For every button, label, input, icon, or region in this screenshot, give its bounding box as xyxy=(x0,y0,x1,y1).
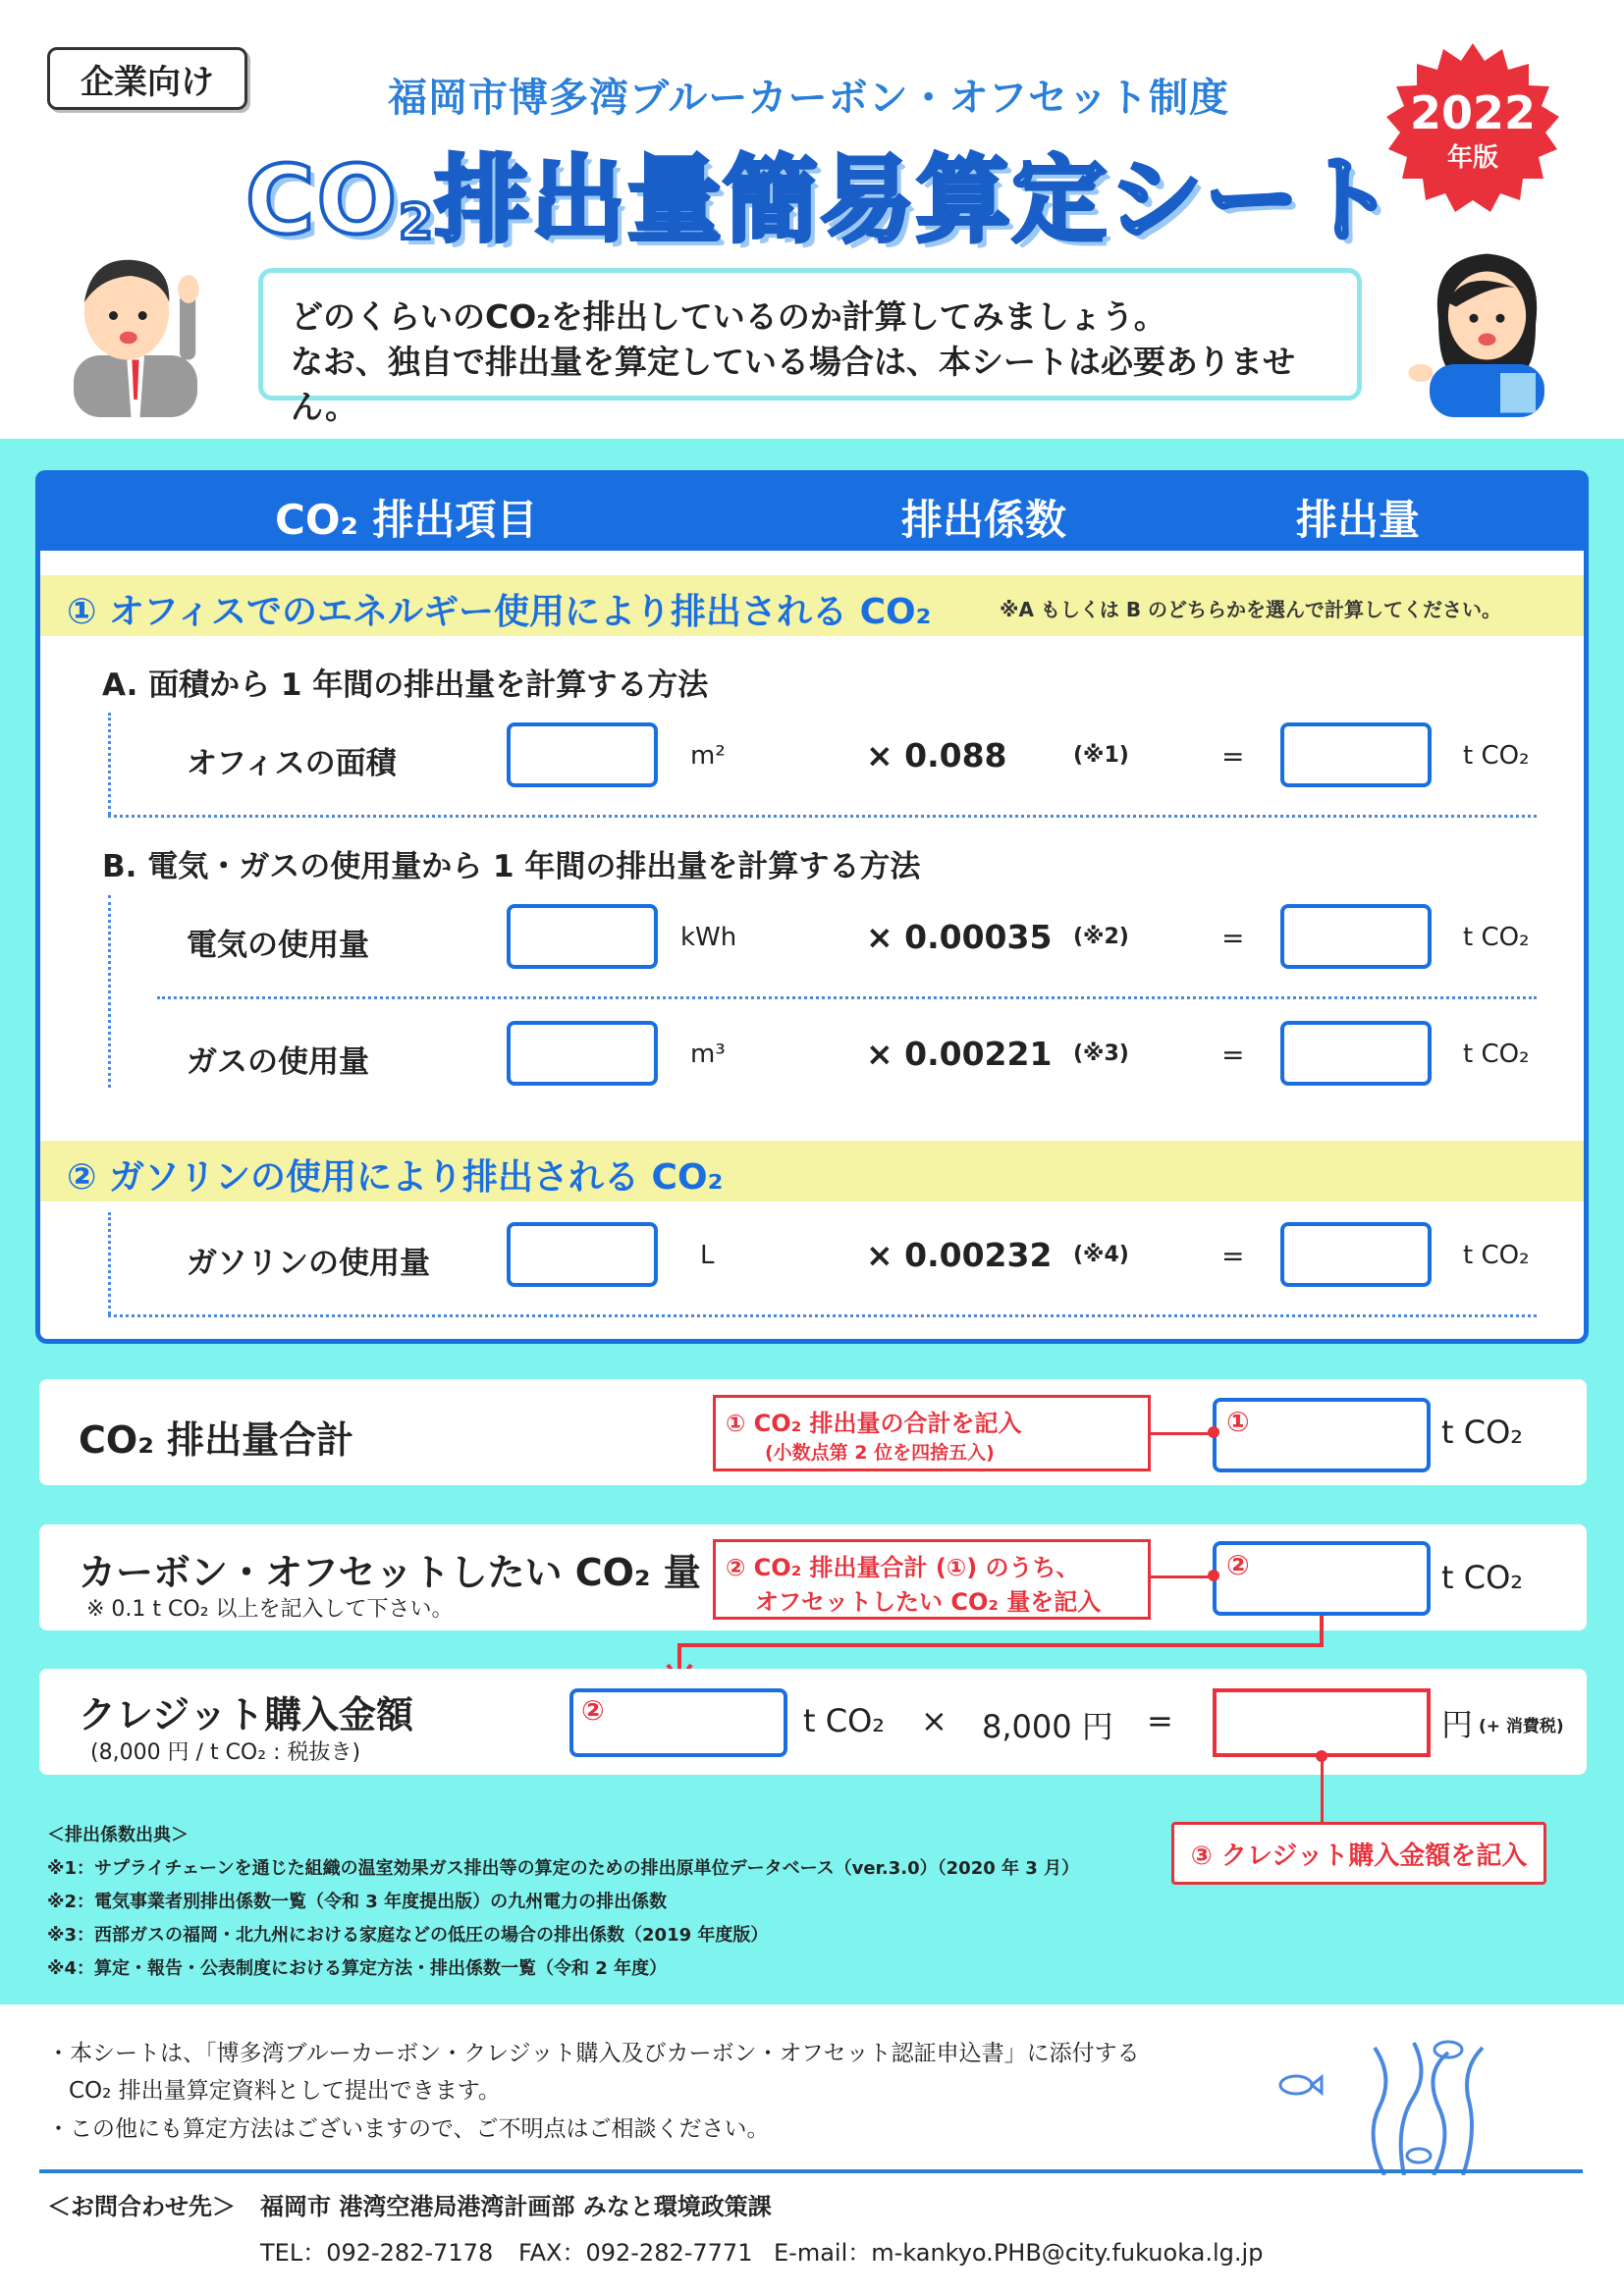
emission-factor-sources xyxy=(47,1819,1079,1986)
offset-marker: ② xyxy=(1226,1549,1250,1581)
electricity-ref: (※2) xyxy=(1073,925,1129,949)
gasoline-factor: × 0.00232 xyxy=(866,1236,1053,1274)
badge-label: 年版 xyxy=(1446,143,1498,173)
credit-price: 8,000 円 xyxy=(982,1708,1113,1745)
footer-note-1: ・本シートは、「博多湾ブルーカーボン・クレジット購入及びカーボン・オフセット認証申込書」に添付する xyxy=(47,2041,1140,2066)
credit-yen: 円 xyxy=(1441,1706,1474,1743)
office-area-factor: × 0.088 xyxy=(866,736,1007,774)
method-b-dotted-divider xyxy=(157,996,1537,999)
intro-box xyxy=(258,268,1362,426)
gas-label: ガスの使用量 xyxy=(187,1044,369,1080)
gasoline-dotted-left xyxy=(108,1212,111,1314)
gas-factor: × 0.00221 xyxy=(866,1035,1053,1073)
method-b-dotted-left xyxy=(108,895,111,1088)
gasoline-label: ガソリンの使用量 xyxy=(187,1246,430,1281)
gasoline-equals: = xyxy=(1221,1240,1245,1272)
credit-callout: ③ クレジット購入金額を記入 xyxy=(1171,1822,1546,1885)
source-item: ※3：西部ガスの福岡・北九州における家庭などの低圧の場合の排出係数（2019 年度版） xyxy=(47,1925,769,1946)
offset-connector xyxy=(1151,1575,1216,1578)
contact-organization: 福岡市 港湾空港局港湾計画部 みなと環境政策課 xyxy=(260,2193,772,2220)
gasoline-unit: L xyxy=(700,1241,715,1270)
offset-note: ※ 0.1 t CO₂ 以上を記入して下さい。 xyxy=(86,1597,454,1622)
footer-note-2: CO₂ 排出量算定資料として提出できます。 xyxy=(69,2078,501,2104)
gasoline-dotted-bottom xyxy=(108,1314,1537,1317)
businesswoman-illustration-icon xyxy=(1394,240,1571,417)
program-subtitle: 福岡市博多湾ブルーカーボン・オフセット制度 xyxy=(388,76,1229,121)
electricity-result-unit: t CO₂ xyxy=(1463,923,1530,952)
section1-note: ※A もしくは B のどちらかを選んで計算してください。 xyxy=(1000,598,1502,621)
total-callout xyxy=(713,1395,1151,1471)
seaweed-fish-illustration-icon xyxy=(1267,2028,1512,2175)
sources-heading: ＜排出係数出典＞ xyxy=(47,1825,189,1845)
total-connector xyxy=(1151,1432,1216,1435)
credit-note: (8,000 円 / t CO₂ : 税抜き) xyxy=(90,1740,361,1765)
total-callout-line1: ① CO₂ 排出量の合計を記入 xyxy=(726,1410,1022,1437)
intro-line-2: なお、独自で排出量を算定している場合は、本シートは必要ありません。 xyxy=(291,343,1295,426)
header-emission-factor: 排出係数 xyxy=(901,496,1067,544)
total-title: CO₂ 排出量合計 xyxy=(79,1418,354,1462)
method-a-dotted-left xyxy=(108,713,111,815)
method-a-title: A. 面積から 1 年間の排出量を計算する方法 xyxy=(102,667,709,703)
total-connector-dot xyxy=(1208,1426,1219,1438)
title-sub: 2 xyxy=(399,193,435,250)
credit-callout-connector xyxy=(1321,1755,1324,1822)
intro-line-1: どのくらいのCO₂を排出しているのか計算してみましょう。 xyxy=(291,297,1166,336)
method-a-dotted-bottom xyxy=(108,815,1537,818)
office-area-result-input[interactable] xyxy=(1280,722,1432,787)
credit-amount-input[interactable] xyxy=(1213,1688,1431,1757)
gas-input[interactable] xyxy=(507,1021,658,1086)
contact-fax: FAX：092-282-7771 xyxy=(518,2239,753,2267)
credit-times: × xyxy=(921,1702,947,1739)
contact-email[interactable]: E-mail：m-kankyo.PHB@city.fukuoka.lg.jp xyxy=(774,2239,1264,2267)
businessman-illustration-icon xyxy=(47,240,224,417)
electricity-factor: × 0.00035 xyxy=(866,918,1053,956)
total-callout-line2: (小数点第 2 位を四捨五入) xyxy=(765,1442,995,1464)
footer-note-3: ・この他にも算定方法はございますので、ご不明点はご相談ください。 xyxy=(47,2116,770,2142)
office-area-input[interactable] xyxy=(507,722,658,787)
credit-equals: = xyxy=(1147,1702,1173,1739)
source-item: ※1：サプライチェーンを通じた組織の温室効果ガス排出等の算定のための排出原単位データベース（ver.3.0）（2020 年 3 月） xyxy=(47,1858,1080,1879)
electricity-input[interactable] xyxy=(507,904,658,969)
gas-result-unit: t CO₂ xyxy=(1463,1040,1530,1069)
source-item: ※4：算定・報告・公表制度における算定方法・排出係数一覧（令和 2 年度） xyxy=(47,1958,668,1979)
title-rest: 排出量簡易算定シート xyxy=(434,145,1397,255)
offset-title: カーボン・オフセットしたい CO₂ 量 xyxy=(79,1551,701,1594)
electricity-unit: kWh xyxy=(680,923,737,952)
offset-callout-line1: ② CO₂ 排出量合計 (①) のうち、 xyxy=(726,1554,1080,1581)
office-area-unit: m² xyxy=(690,741,726,771)
credit-marker: ② xyxy=(581,1694,605,1727)
gas-equals: = xyxy=(1221,1039,1245,1071)
contact-tel: TEL：092-282-7178 xyxy=(260,2239,494,2267)
credit-unit: t CO₂ xyxy=(803,1702,886,1739)
credit-connector-dot xyxy=(1316,1750,1327,1762)
gas-ref: (※3) xyxy=(1073,1041,1129,1066)
gasoline-ref: (※4) xyxy=(1073,1243,1129,1267)
method-b-title: B. 電気・ガスの使用量から 1 年間の排出量を計算する方法 xyxy=(102,849,921,884)
footer-divider xyxy=(39,2169,1583,2173)
header-emission-amount: 排出量 xyxy=(1296,496,1421,544)
electricity-label: 電気の使用量 xyxy=(187,928,369,963)
gasoline-result-input[interactable] xyxy=(1280,1222,1432,1287)
office-area-equals: = xyxy=(1221,740,1245,773)
electricity-equals: = xyxy=(1221,922,1245,954)
contact-label: ＜お問合わせ先＞ xyxy=(47,2193,236,2220)
office-area-ref: (※1) xyxy=(1073,743,1129,768)
electricity-result-input[interactable] xyxy=(1280,904,1432,969)
title-co: CO xyxy=(245,145,400,255)
section1-title: ① オフィスでのエネルギー使用により排出される CO₂ xyxy=(67,592,932,632)
offset-callout-line2: オフセットしたい CO₂ 量を記入 xyxy=(755,1588,1102,1616)
offset-unit: t CO₂ xyxy=(1441,1559,1524,1596)
office-area-result-unit: t CO₂ xyxy=(1463,741,1530,771)
credit-title: クレジット購入金額 xyxy=(79,1693,414,1736)
header-emission-item: CO₂ 排出項目 xyxy=(275,496,538,544)
credit-tax: (+ 消費税) xyxy=(1479,1717,1564,1736)
source-item: ※2：電気事業者別排出係数一覧（令和 3 年度提出版）の九州電力の排出係数 xyxy=(47,1892,668,1912)
total-unit: t CO₂ xyxy=(1441,1414,1524,1451)
gas-unit: m³ xyxy=(690,1040,726,1069)
gasoline-result-unit: t CO₂ xyxy=(1463,1241,1530,1270)
page-title xyxy=(245,126,1397,260)
audience-tag: 企業向け xyxy=(47,47,247,110)
offset-connector-dot xyxy=(1208,1570,1219,1581)
badge-year: 2022 xyxy=(1409,86,1537,139)
total-marker: ① xyxy=(1226,1406,1250,1438)
offset-callout xyxy=(713,1539,1151,1620)
section2-title: ② ガソリンの使用により排出される CO₂ xyxy=(67,1157,724,1198)
gasoline-input[interactable] xyxy=(507,1222,658,1287)
office-area-label: オフィスの面積 xyxy=(187,746,397,781)
gas-result-input[interactable] xyxy=(1280,1021,1432,1086)
